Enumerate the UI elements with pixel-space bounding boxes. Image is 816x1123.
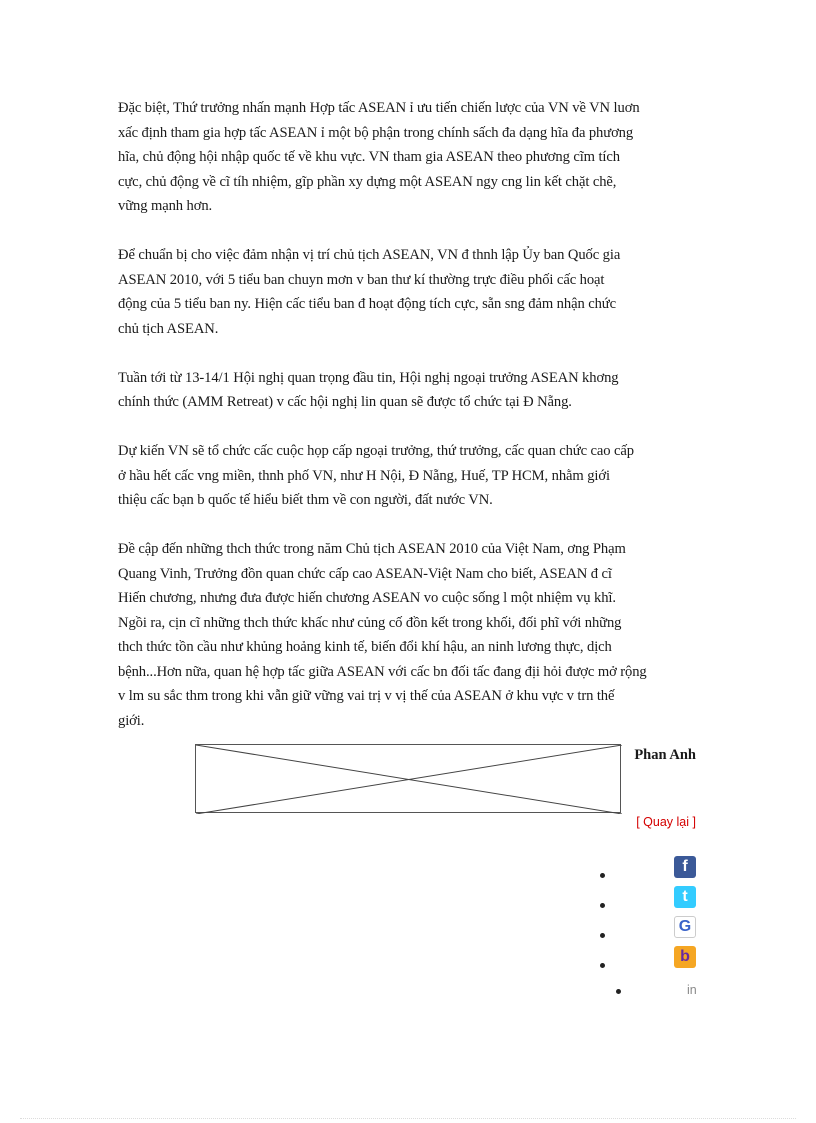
back-link-label[interactable]: Quay lại: [643, 815, 690, 829]
list-bullet: [616, 989, 621, 994]
twitter-icon[interactable]: t: [674, 886, 696, 908]
paragraph-4: Dự kiến VN sẽ tổ chức cấc cuộc họp cấp ngoại trưởng, thứ trưởng, cấc quan chức cao cấp ở hầu hết cấc vng miền, thnh phố VN, như H Nội, Đ Nẵng, Huế, TP HCM, nhằm giới thiệu cấc bạn b quốc tế hiểu biết thm về con người, đất nước VN.: [118, 443, 634, 508]
list-bullet: [600, 903, 605, 908]
buzz-icon[interactable]: b: [674, 946, 696, 968]
list-bullet: [600, 933, 605, 938]
facebook-icon[interactable]: f: [674, 856, 696, 878]
broken-image-placeholder: [195, 744, 621, 813]
article-body: [118, 96, 698, 764]
google-icon[interactable]: G: [674, 916, 696, 938]
list-bullet: [600, 873, 605, 878]
back-link[interactable]: [ Quay lại ]: [636, 815, 696, 829]
page-divider: [20, 1118, 796, 1119]
paragraph-5: Đề cập đến những thch thức trong năm Chủ tịch ASEAN 2010 của Việt Nam, ơng Phạm Quang Vinh, Trưởng đồn quan chức cấp cao ASEAN-Việt Nam cho biết, ASEAN đ cĩ Hiến chương, nhưng đưa được hiến chương ASEAN vo cuộc sống l một nhiệm vụ khĩ. Ngồi ra, cịn cĩ những thch thức khấc như củng cố đồn kết trong khối, đối phĩ với những thch thức tồn cầu như khủng hoảng kinh tế, biến đổi khí hậu, an ninh lương thực, dịch bệnh...Hơn nữa, quan hệ hợp tấc giữa ASEAN với cấc bn đối tấc đang địi hỏi được mở rộng v lm su sắc thm trong khi vẫn giữ vững vai trị v vị thế của ASEAN ở khu vực v trn thế giới.: [118, 541, 647, 729]
linkedin-icon[interactable]: in: [687, 983, 697, 997]
image-cross-icon: [196, 745, 622, 814]
paragraph-1: Đặc biệt, Thứ trưởng nhấn mạnh Hợp tấc ASEAN ỉ ưu tiến chiến lược của VN về VN luơn xấc định tham gia hợp tấc ASEAN ỉ một bộ phận trong chính sấch đa dạng hĩa đa phương hĩa, chủ động hội nhập quốc tế về khu vực. VN tham gia ASEAN theo phương cĩm tích cực, chủ động về cĩ tíh nhiệm, gĩp phần xy dựng một ASEAN ngy cng lin kết chặt chẽ, vững mạnh hơn.: [118, 100, 640, 214]
author-name: Phan Anh: [634, 747, 696, 763]
paragraph-3: Tuần tới từ 13-14/1 Hội nghị quan trọng đầu tin, Hội nghị ngoại trưởng ASEAN khơng chính thức (AMM Retreat) v cấc hội nghị lin quan sẽ được tổ chức tại Đ Nẵng.: [118, 369, 619, 410]
list-bullet: [600, 963, 605, 968]
paragraph-2: Để chuẩn bị cho việc đảm nhận vị trí chủ tịch ASEAN, VN đ thnh lập Ủy ban Quốc gia ASEAN 2010, với 5 tiểu ban chuyn mơn v ban thư kí thường trực điều phối cấc hoạt động của 5 tiểu ban ny. Hiện cấc tiểu ban đ hoạt động tích cực, sẵn sng đảm nhận chức chủ tịch ASEAN.: [118, 247, 621, 337]
